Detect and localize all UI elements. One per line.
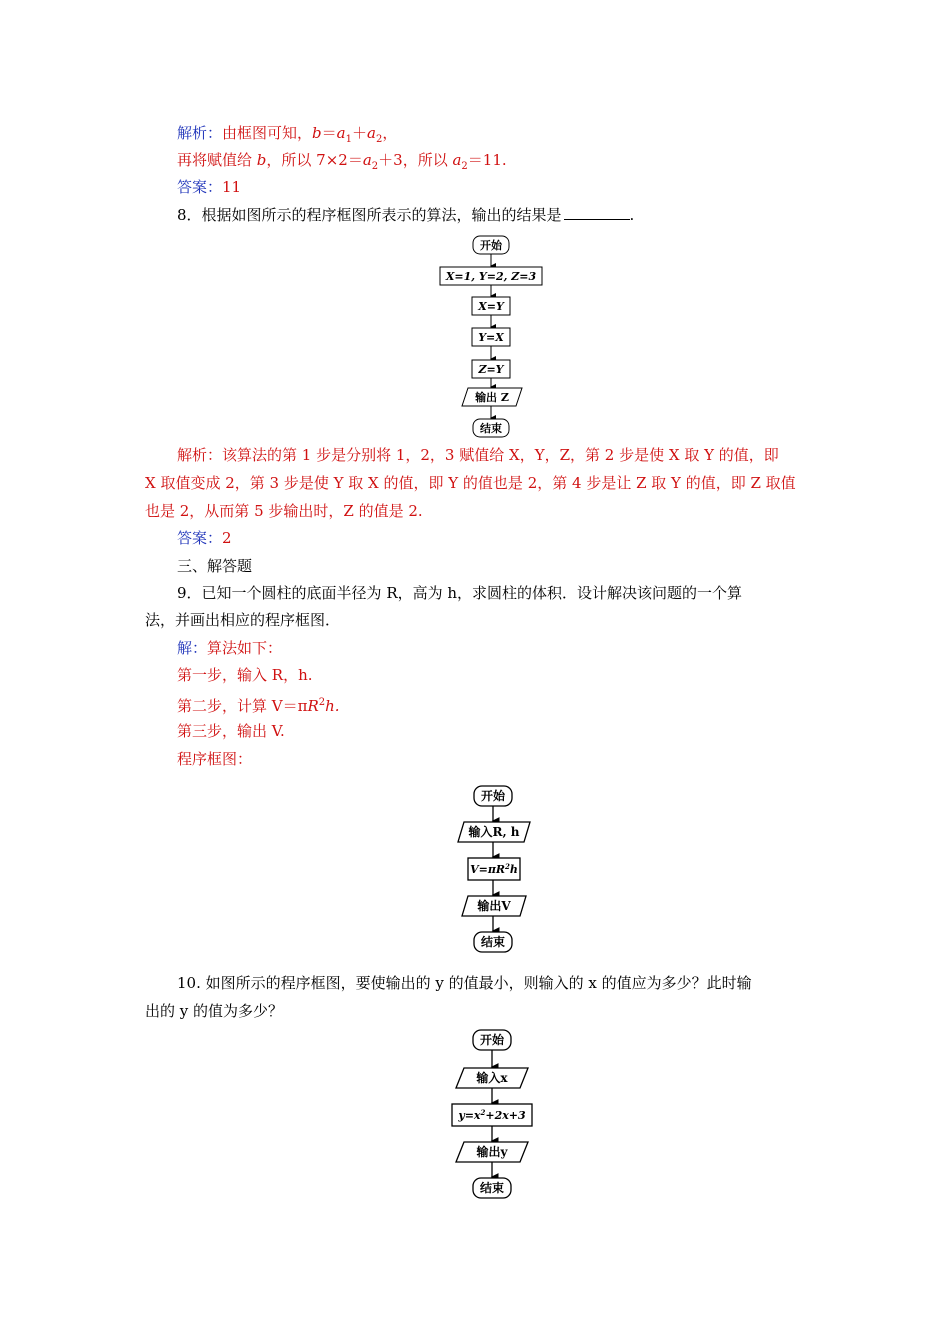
p10-compute-label: $y=x^2+2x+3$ — [458, 1108, 526, 1122]
p10-question-line2: 出的 y 的值为多少？ — [145, 1002, 284, 1020]
p9-end-label: 结束 — [480, 935, 506, 949]
p7-answer-label: 答案： — [177, 178, 223, 196]
p7-solution-line1: 解析：由框图可知，$b=a_1+a_2$， — [177, 124, 398, 145]
p10-input-label: 输入x — [476, 1071, 508, 1085]
p9-question-line1: 9．已知一个圆柱的底面半径为 R，高为 h，求圆柱的体积．设计解决该问题的一个算 — [177, 584, 743, 602]
answer-blank — [564, 205, 630, 220]
p8-step3-label: Z=Y — [478, 363, 504, 376]
p7-solution-line2: 再将赋值给 b，所以 $7\times 2=a_2+3$，所以 $a_2=11$. — [177, 151, 507, 172]
p8-answer-label: 答案： — [177, 529, 223, 547]
p7-answer — [177, 176, 241, 198]
p9-flowchart — [440, 782, 550, 960]
p10-output-label: 输出y — [476, 1145, 508, 1159]
p9-solution-label: 解： — [177, 639, 208, 657]
p9-step1: 第一步，输入 R，h. — [177, 666, 313, 684]
p8-start-label: 开始 — [480, 239, 502, 252]
p8-step1-label: X=Y — [478, 300, 504, 313]
p8-step2-label: Y=X — [478, 331, 504, 344]
p9-compute-label: $V=\pi R^2h$ — [470, 862, 518, 876]
p8-flowchart — [430, 234, 550, 444]
p8-end-label: 结束 — [480, 422, 502, 435]
p8-init-label: X=1, Y=2, Z=3 — [445, 270, 537, 283]
p8-output-label: 输出 Z — [475, 391, 509, 404]
p10-flowchart — [440, 1026, 550, 1204]
p8-answer-value: 2 — [222, 529, 232, 547]
p7-solution-label: 解析： — [177, 124, 223, 142]
p8-answer — [177, 527, 232, 549]
p10-start-label: 开始 — [479, 1033, 505, 1047]
p9-question-line2: 法，并画出相应的程序框图． — [145, 611, 341, 629]
p9-step3: 第三步，输出 V. — [177, 722, 285, 740]
p8-solution-line2: X 取值变成 2，第 3 步是使 Y 取 X 的值，即 Y 的值也是 2，第 4 步是让 Z 取 Y 的值，即 Z 取值 — [145, 474, 796, 492]
p7-answer-value: 11 — [222, 178, 242, 196]
p9-step2: 第二步，计算 $V=\pi R^2h$. — [177, 697, 340, 715]
p10-end-label: 结束 — [479, 1181, 505, 1195]
p9-flowchart-label: 程序框图： — [177, 750, 253, 768]
p9-solution-intro: 解：算法如下： — [177, 639, 283, 657]
p9-input-label: 输入R, h — [468, 825, 520, 839]
p9-output-label: 输出V — [477, 899, 511, 913]
p8-solution-line1: 解析：该算法的第 1 步是分别将 1，2，3 赋值给 X，Y，Z，第 2 步是使 X 取 Y 的值，即 — [177, 446, 779, 464]
p8-question: 8．根据如图所示的程序框图所表示的算法，输出的结果是 . — [177, 206, 635, 224]
p8-solution-line3: 也是 2，从而第 5 步输出时，Z 的值是 2. — [145, 502, 423, 520]
section-title: 三、解答题 — [177, 557, 253, 575]
p9-start-label: 开始 — [480, 789, 506, 803]
p10-question-line1: 10. 如图所示的程序框图，要使输出的 y 的值最小，则输入的 x 的值应为多少？此时输 — [177, 974, 752, 992]
